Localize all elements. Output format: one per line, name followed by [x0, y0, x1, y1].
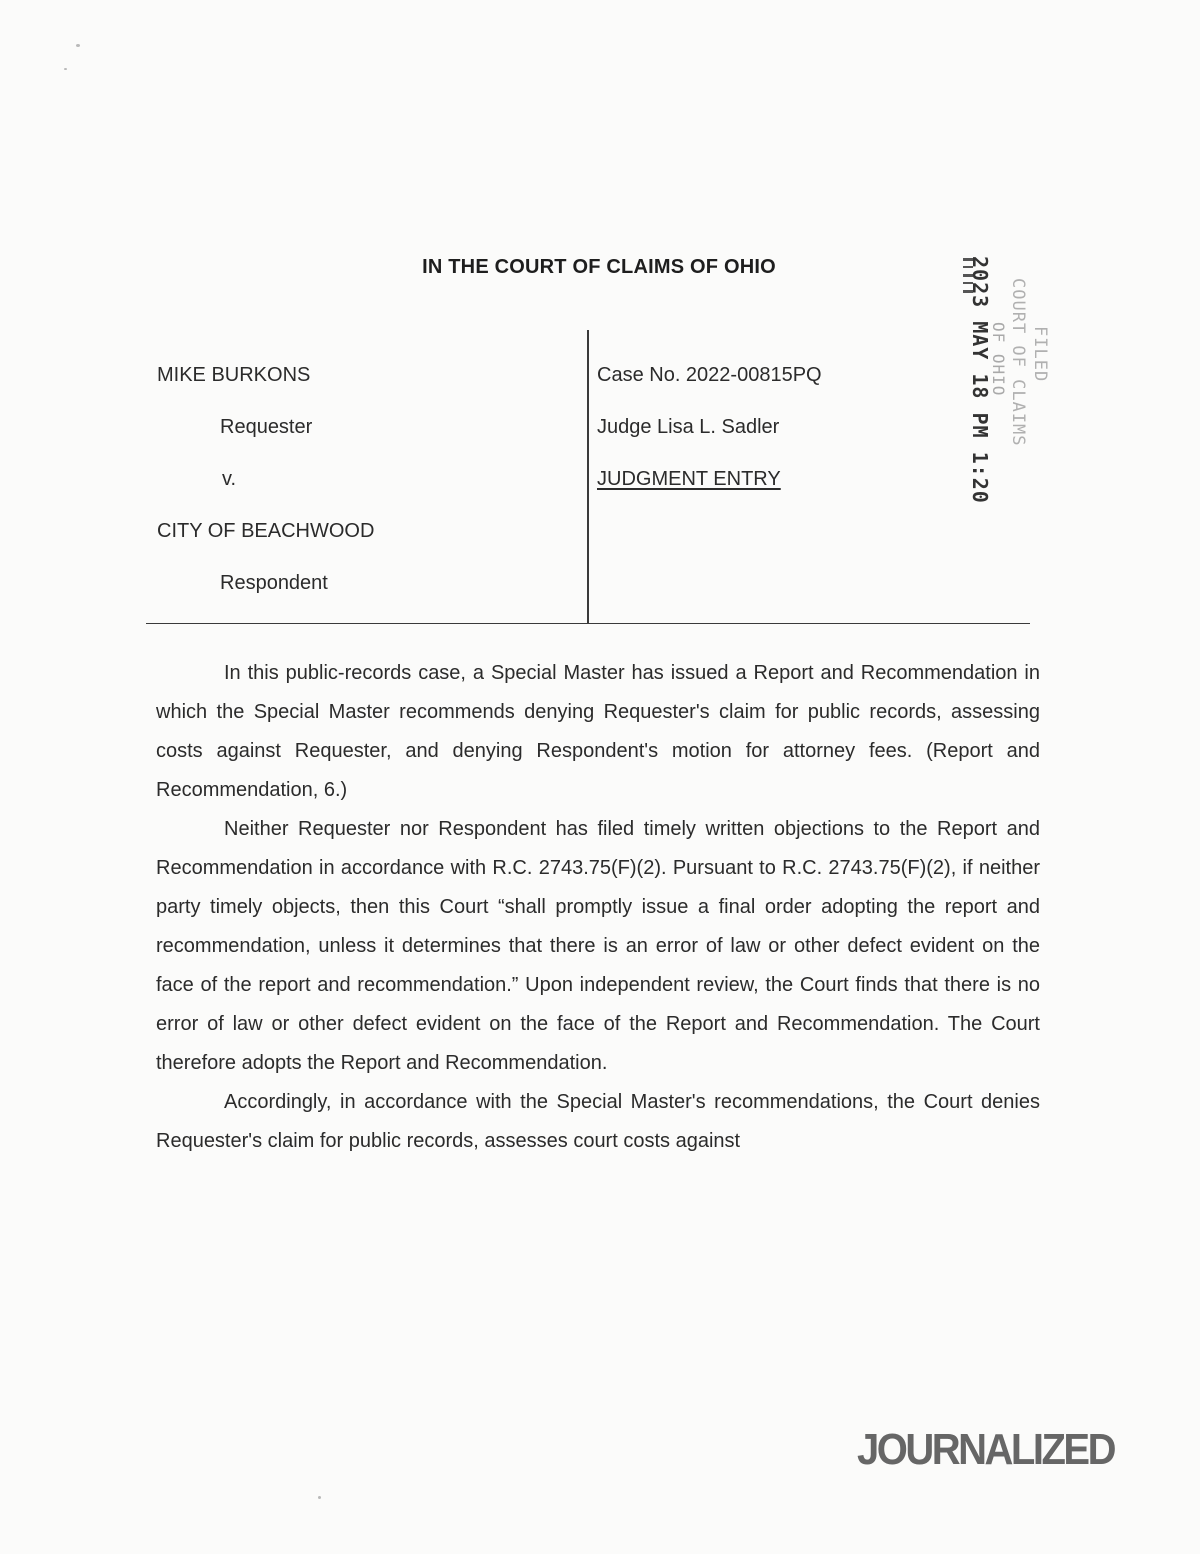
caption-divider: [587, 330, 589, 623]
paragraph-3: Accordingly, in accordance with the Special Master's recommendations, the Court denies Requester's claim for public records, assesses court costs against: [156, 1091, 1040, 1152]
scan-speck: [64, 68, 67, 70]
stamp-court-name: COURT OF CLAIMS: [1008, 278, 1028, 447]
requester-name: MIKE BURKONS: [157, 364, 311, 386]
filed-stamp: [966, 256, 1052, 504]
judge-name: Judge Lisa L. Sadler: [597, 416, 780, 438]
stamp-filed-label: FILED: [1030, 326, 1050, 383]
paragraph-2: Neither Requester nor Respondent has filed timely written objections to the Report and Recommendation in accordance with R.C. 2743.75(F)(2). Pursuant to R.C. 2743.75(F)(2), if neither party timely objects, then this Court “shall promptly issue a final order adopting the report and recommendation, unless it determines that there is an error of law or other defect evident on the face of the report and recommendation.” Upon independent review, the Court finds that there is no error of law or other defect evident on the face of the Report and Recommendation. The Court therefore adopts the Report and Recommendation.: [156, 818, 1040, 1074]
court-title-text: IN THE COURT OF CLAIMS OF OHIO: [422, 256, 776, 278]
requester-role: Requester: [220, 416, 313, 438]
paragraph-1: In this public-records case, a Special Master has issued a Report and Recommendation in which the Special Master recommends denying Requester's claim for public records, assessing costs against Requester, and denying Respondent's motion for attorney fees. (Report and Recommendation, 6.): [156, 662, 1040, 801]
entry-type: JUDGMENT ENTRY: [597, 468, 781, 490]
case-caption: [146, 330, 1030, 624]
versus: v.: [222, 468, 237, 490]
respondent-name: CITY OF BEACHWOOD: [157, 520, 375, 542]
case-number: Case No. 2022-00815PQ: [597, 364, 822, 386]
judgment-body: [156, 654, 1040, 1161]
scan-speck: [76, 44, 80, 47]
stamp-state-name: OF OHIO: [989, 322, 1008, 397]
respondent-role: Respondent: [220, 572, 328, 594]
stamp-date-time: 2023 MAY 18 PM 1:20: [968, 256, 992, 504]
scan-speck: [318, 1496, 321, 1499]
journalized-stamp: JOURNALIZED: [857, 1426, 1114, 1474]
